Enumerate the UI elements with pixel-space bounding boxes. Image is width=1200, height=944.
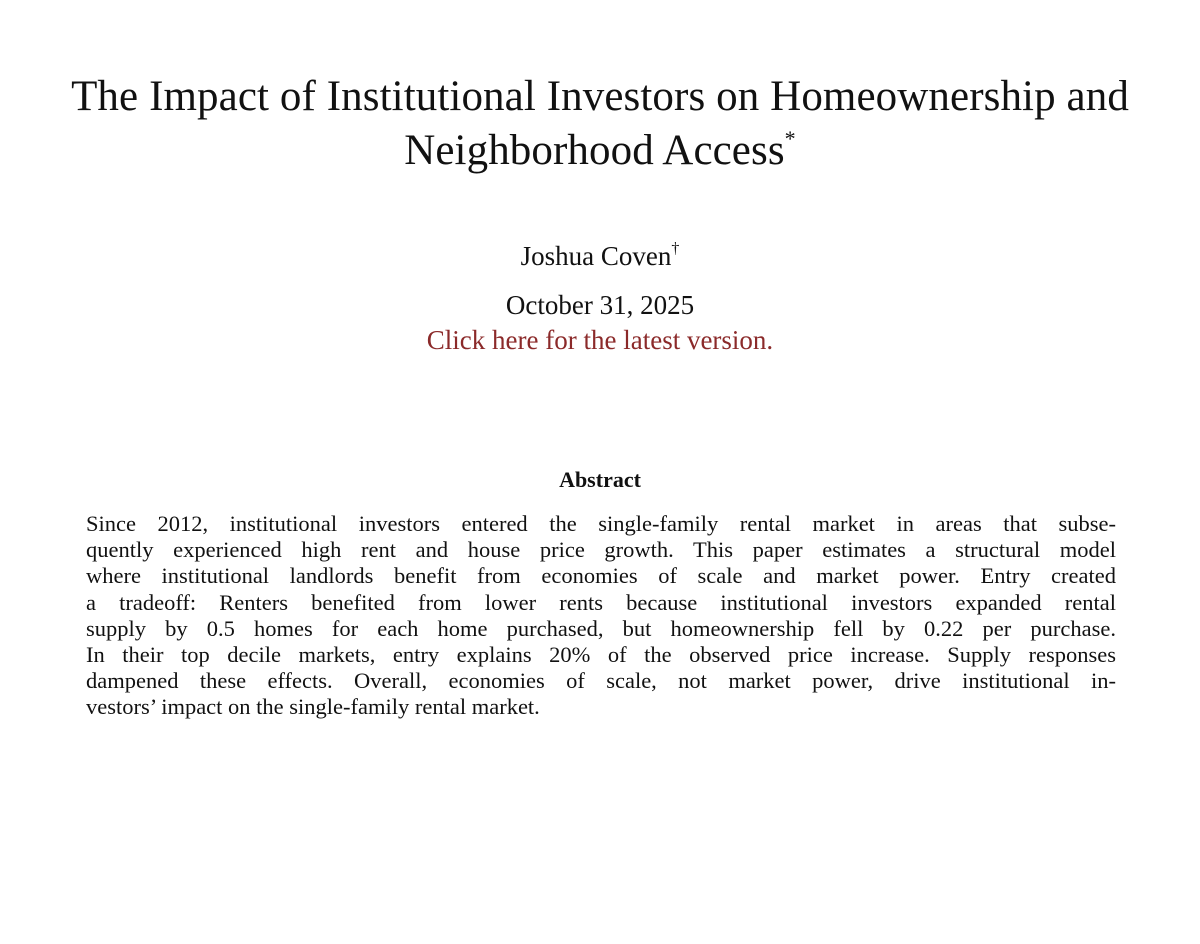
paper-date: October 31, 2025 [505,290,695,320]
author-footnote-mark[interactable]: † [671,240,680,257]
abstract-line: vestors’ impact on the single-family rental market. [86,694,540,720]
paper-title [0,70,1200,178]
paper-title-line-2-text: Neighborhood Access [404,127,785,174]
author-name-text: Joshua Coven [520,241,672,271]
paper-title-line-2 [0,124,1200,178]
abstract-line: where institutional landlords benefit from economies of scale and market power. Entry created [86,563,1116,589]
paper-title-line-1: The Impact of Institutional Investors on Homeownership and [71,73,1129,120]
abstract-body [86,511,1116,721]
latest-version-link-container [0,323,1200,357]
abstract-line: dampened these effects. Overall, economies of scale, not market power, drive institutional in- [86,668,1116,694]
author-name [0,239,1200,273]
abstract-heading: Abstract [559,467,641,492]
abstract-line: In their top decile markets, entry explains 20% of the observed price increase. Supply responses [86,641,1116,667]
abstract-line: a tradeoff: Renters benefited from lower rents because institutional investors expanded rental [86,589,1116,615]
abstract-line: quently experienced high rent and house price growth. This paper estimates a structural model [86,537,1116,563]
title-footnote-mark[interactable]: * [784,126,796,151]
abstract-line: supply by 0.5 homes for each home purchased, but homeownership fell by 0.22 per purchase. [86,615,1116,641]
latest-version-link[interactable]: Click here for the latest version. [426,325,774,355]
abstract-line: Since 2012, institutional investors entered the single-family rental market in areas that subse- [86,511,1116,536]
